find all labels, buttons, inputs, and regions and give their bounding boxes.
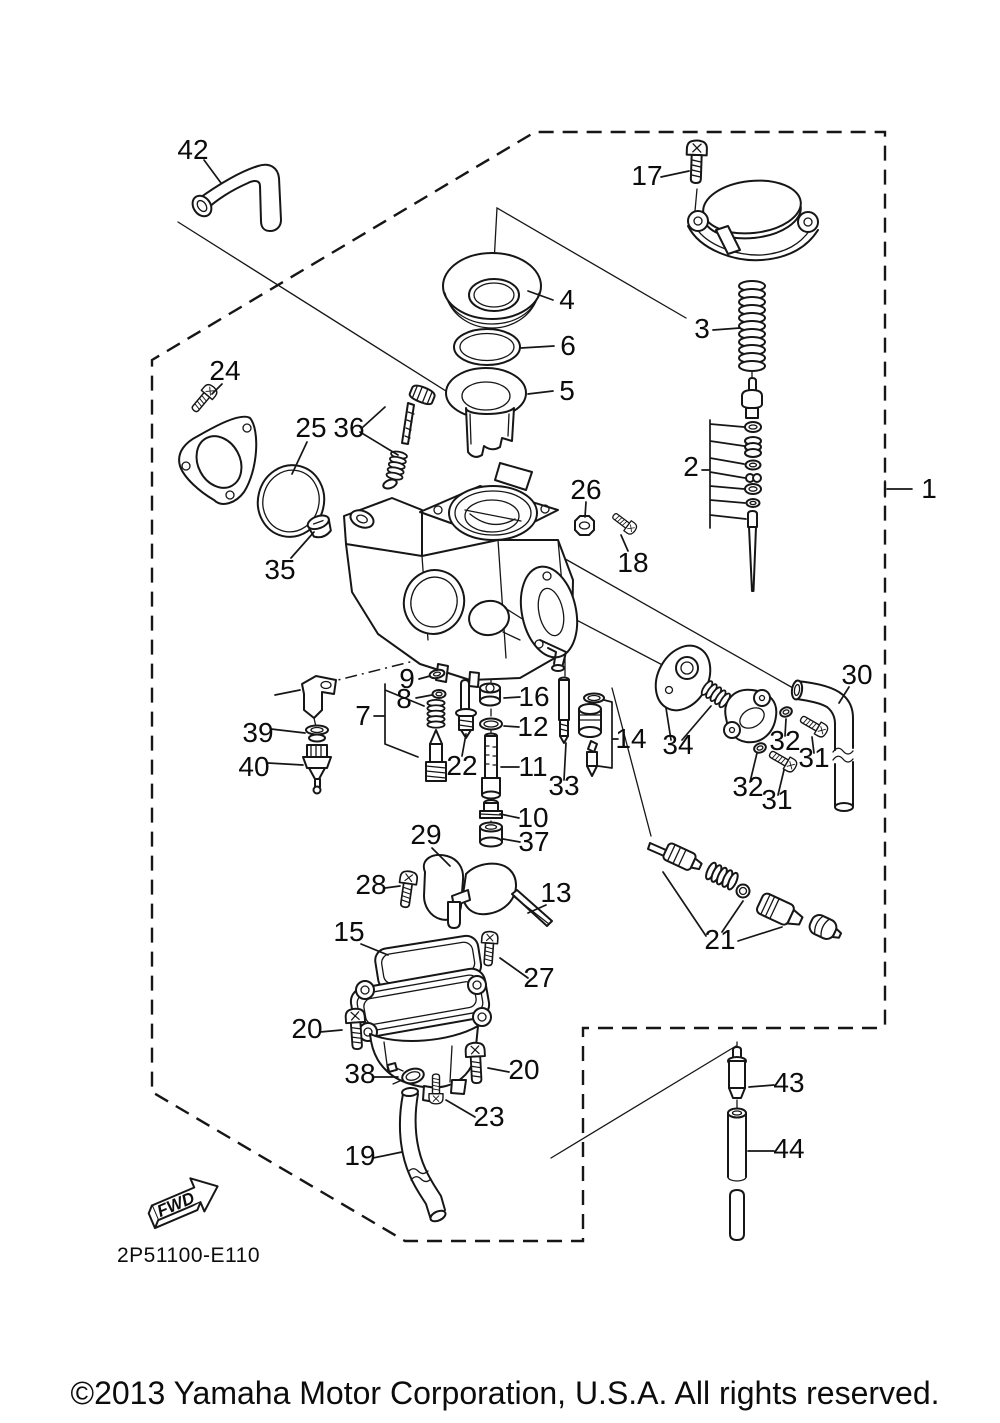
part-5-vacuum-piston — [446, 368, 526, 457]
part-label-31a: 31 — [798, 742, 830, 773]
part-label-1: 1 — [921, 473, 937, 504]
part-29-float — [424, 855, 516, 928]
part-label-44: 44 — [773, 1133, 805, 1164]
part-label-17: 17 — [631, 160, 663, 191]
pilot-screw-set — [426, 669, 446, 781]
part-label-11: 11 — [518, 751, 548, 782]
part-44-pipe — [728, 1109, 746, 1241]
part-label-39: 39 — [242, 717, 274, 748]
part-6-ring — [454, 329, 520, 365]
part-2-needle-set — [742, 378, 762, 591]
part-14-needle-valve-set — [579, 694, 604, 777]
leader-lines — [204, 160, 912, 1158]
part-label-42: 42 — [177, 134, 209, 165]
part-40-valve-screw — [303, 745, 331, 794]
part-label-7: 7 — [355, 700, 371, 731]
part-label-8: 8 — [396, 683, 412, 714]
part-39-seal — [306, 726, 328, 742]
part-label-9: 9 — [399, 663, 415, 694]
part-label-10: 10 — [517, 802, 549, 833]
part-label-15: 15 — [333, 916, 365, 947]
part-label-32a: 32 — [769, 725, 801, 756]
part-label-13: 13 — [540, 877, 572, 908]
part-18-screw — [610, 510, 639, 536]
part-label-36: 36 — [333, 412, 365, 443]
part-label-21: 21 — [704, 924, 736, 955]
drawing-code: 2P51100-E110 — [117, 1244, 261, 1267]
part-36-screw-spring-set — [382, 383, 436, 490]
part-33-starter-jet — [559, 678, 569, 744]
part-label-18: 18 — [617, 547, 649, 578]
part-34-plate-spring — [645, 636, 732, 720]
fwd-arrow-label: FWD — [154, 1188, 198, 1221]
part-label-3: 3 — [694, 313, 710, 344]
part-label-16: 16 — [518, 681, 550, 712]
part-24-screw — [188, 382, 219, 415]
part-label-20b: 20 — [508, 1054, 540, 1085]
carburetor-body — [344, 463, 585, 687]
copyright-text: ©2013 Yamaha Motor Corporation, U.S.A. All rights reserved. — [70, 1375, 940, 1411]
part-label-14: 14 — [615, 723, 647, 754]
part-31-screw-a — [798, 713, 830, 739]
part-label-28: 28 — [355, 869, 387, 900]
part-label-6: 6 — [560, 330, 576, 361]
intake-flange-plate — [179, 417, 256, 504]
part-label-30: 30 — [841, 659, 873, 690]
part-4-diaphragm — [443, 253, 541, 328]
part-42-breather-hose — [189, 165, 281, 231]
part-22-stop-screw — [456, 680, 476, 738]
part-19-drain-hose — [400, 1087, 447, 1223]
part-label-24: 24 — [209, 355, 241, 386]
part-28-screw — [396, 870, 418, 908]
part-label-34: 34 — [662, 729, 694, 760]
part-26-nut — [575, 516, 594, 535]
diaphragm-cover — [688, 176, 818, 260]
part-label-37: 37 — [518, 826, 550, 857]
part-label-31b: 31 — [761, 784, 793, 815]
part-27-screw — [480, 931, 498, 966]
part-label-5: 5 — [559, 375, 575, 406]
part-label-33: 33 — [548, 770, 580, 801]
part-label-27: 27 — [523, 962, 555, 993]
part-label-12: 12 — [517, 711, 549, 742]
part-label-19: 19 — [344, 1140, 376, 1171]
part-label-4: 4 — [559, 284, 575, 315]
part-17-cover-screw — [686, 140, 707, 183]
part-label-40: 40 — [238, 751, 270, 782]
part-43-joint — [728, 1047, 746, 1098]
part-label-2: 2 — [683, 451, 699, 482]
part-label-43: 43 — [773, 1067, 805, 1098]
part-label-22: 22 — [446, 750, 478, 781]
part-label-23: 23 — [473, 1101, 505, 1132]
part-label-38: 38 — [344, 1058, 376, 1089]
part-3-spring — [739, 281, 765, 371]
part-41-bracket — [302, 676, 336, 727]
part-label-25: 25 — [295, 412, 327, 443]
fwd-arrow — [142, 1170, 224, 1232]
jet-stack — [480, 684, 502, 847]
part-label-29: 29 — [410, 819, 442, 850]
part-label-35: 35 — [264, 554, 296, 585]
part-label-26: 26 — [570, 474, 602, 505]
part-label-32b: 32 — [732, 771, 764, 802]
part-label-20a: 20 — [291, 1013, 323, 1044]
